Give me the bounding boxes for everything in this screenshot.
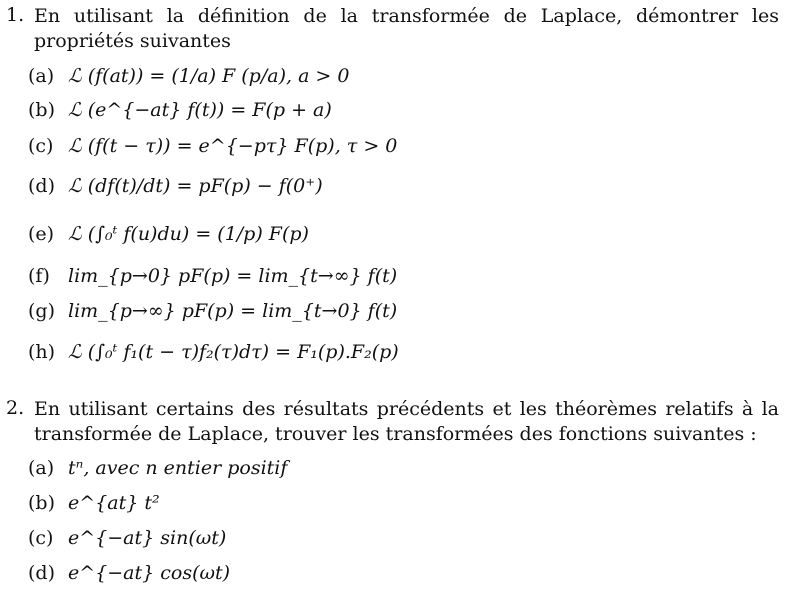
formula: lim_{p→0} pF(p) = lim_{t→∞} f(t): [68, 265, 398, 287]
list-item: [0, 334, 788, 370]
item-label: (c): [28, 135, 54, 157]
list-item: [0, 258, 788, 294]
formula: ℒ (e^{−at} f(t)) = F(p + a): [68, 99, 332, 121]
question-2-text: En utilisant certains des résultats précédents et les théorèmes relatifs à la transformée de Laplace, trouver les transformées des fonctions suivantes :: [34, 398, 779, 445]
formula: ℒ (df(t)/dt) = pF(p) − f(0⁺): [68, 175, 323, 197]
item-label: (c): [28, 527, 54, 549]
formula: ℒ (∫₀ᵗ f(u)du) = (1/p) F(p): [68, 223, 309, 245]
formula: e^{−at} sin(ωt): [68, 527, 227, 549]
question-1-number: 1.: [6, 4, 25, 26]
formula: lim_{p→∞} pF(p) = lim_{t→0} f(t): [68, 300, 398, 322]
item-label: (d): [28, 562, 55, 584]
item-label: (b): [28, 492, 55, 514]
formula: ℒ (f(at)) = (1/a) F (p/a), a > 0: [68, 65, 350, 87]
item-label: (g): [28, 300, 55, 322]
list-item: [0, 128, 788, 164]
item-label: (d): [28, 175, 55, 197]
item-label: (a): [28, 457, 55, 479]
list-item: [0, 92, 788, 128]
item-label: (h): [28, 341, 56, 363]
list-item: [0, 450, 788, 486]
item-label: (e): [28, 223, 55, 245]
formula: ℒ (f(t − τ)) = e^{−pτ} F(p), τ > 0: [68, 135, 398, 157]
item-label: (a): [28, 65, 55, 87]
formula: ℒ (∫₀ᵗ f₁(t − τ)f₂(τ)dτ) = F₁(p).F₂(p): [68, 341, 399, 363]
list-item: [0, 216, 788, 252]
question-2-number: 2.: [6, 397, 25, 419]
list-item: [0, 485, 788, 521]
item-label: (f): [28, 265, 50, 287]
formula: e^{−at} cos(ωt): [68, 562, 231, 584]
formula: tⁿ, avec n entier positif: [68, 457, 288, 479]
list-item: [0, 168, 788, 204]
list-item: [0, 293, 788, 329]
question-1-text: En utilisant la définition de la transformée de Laplace, démontrer les propriétés suivantes: [34, 5, 779, 52]
list-item: [0, 58, 788, 94]
formula: e^{at} t²: [68, 492, 160, 514]
list-item: [0, 520, 788, 556]
item-label: (b): [28, 99, 55, 121]
list-item: [0, 555, 788, 591]
